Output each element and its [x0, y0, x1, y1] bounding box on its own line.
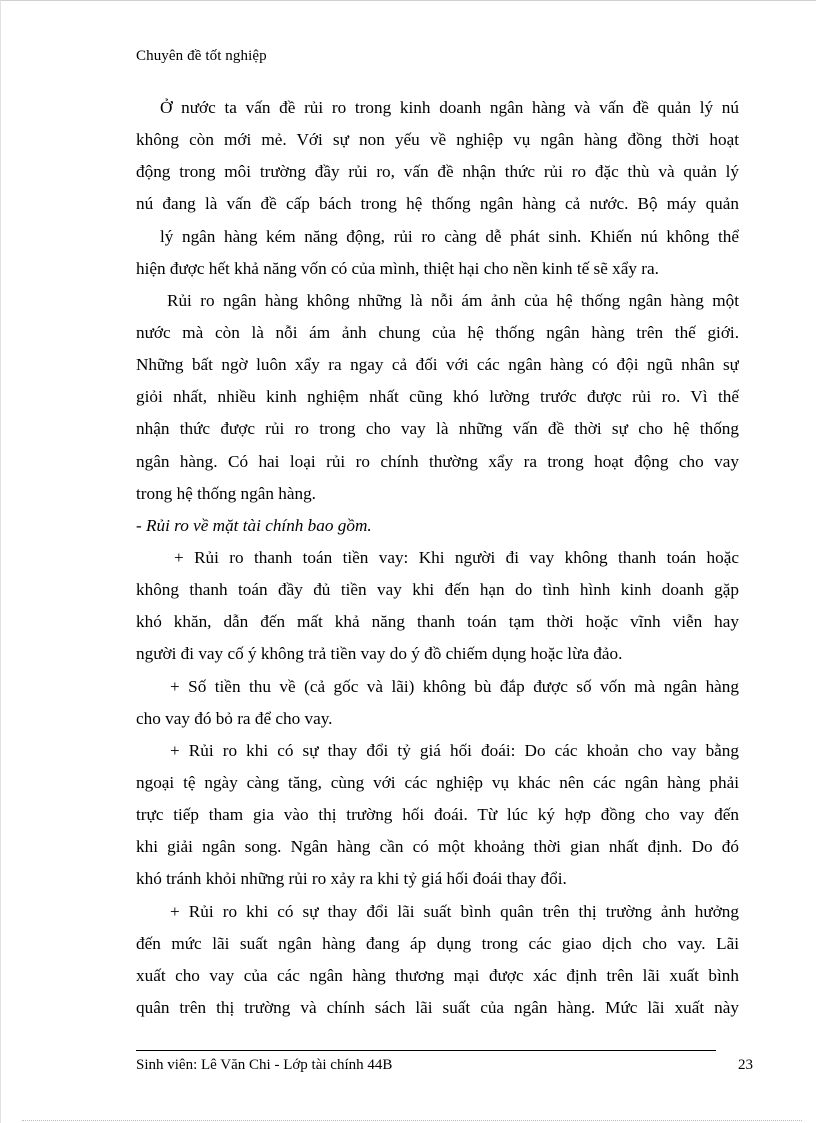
- paragraph-line: khó tránh khỏi những rủi ro xảy ra khi tỷ giá hối đoái thay đổi.: [136, 869, 567, 889]
- paragraph-line: không còn mới mẻ. Với sự non yếu về nghiệp vụ ngân hàng đồng thời hoạt: [136, 130, 739, 150]
- paragraph-line: ngoại tệ ngày càng tăng, cùng với các nghiệp vụ khác nên các ngân hàng phải: [136, 772, 739, 792]
- document-body: [136, 92, 739, 1024]
- section-subheading: - Rủi ro về mặt tài chính bao gồm.: [136, 515, 372, 535]
- paragraph-line: đến mức lãi suất ngân hàng đang áp dụng trong các giao dịch cho vay. Lãi: [136, 933, 739, 953]
- paragraph-line: động trong môi trường đầy rủi ro, vấn đề nhận thức rủi ro đặc thù và quản lý: [136, 162, 739, 182]
- paragraph-line: hiện được hết khả năng vốn có của mình, thiệt hại cho nền kinh tế sẽ xẩy ra.: [136, 258, 659, 278]
- paragraph-line: quân trên thị trường và chính sách lãi suất của ngân hàng. Mức lãi xuất này: [136, 997, 739, 1017]
- paragraph-line: không thanh toán đầy đủ tiền vay khi đến hạn do tình hình kinh doanh gặp: [136, 580, 739, 600]
- paragraph-line: giỏi nhất, nhiều kinh nghiệm nhất cũng khó lường trước được rủi ro. Vì thế: [136, 387, 739, 407]
- paragraph-line: cho vay đó bỏ ra để cho vay.: [136, 708, 333, 728]
- paragraph-line: + Rủi ro khi có sự thay đổi tỷ giá hối đoái: Do các khoản cho vay bằng: [170, 740, 739, 760]
- paragraph-line: lý ngân hàng kém năng động, rủi ro càng dễ phát sinh. Khiến nú không thể: [160, 226, 739, 246]
- paragraph-line: người đi vay cố ý không trả tiền vay do ý đồ chiếm dụng hoặc lừa đảo.: [136, 644, 623, 664]
- footer-divider: [136, 1050, 716, 1051]
- paragraph-line: nước mà còn là nỗi ám ảnh chung của hệ thống ngân hàng trên thế giới.: [136, 322, 739, 342]
- paragraph-line: nhận thức được rủi ro trong cho vay là những vấn đề thời sự cho hệ thống: [136, 419, 739, 439]
- paragraph-line: + Rủi ro thanh toán tiền vay: Khi người đi vay không thanh toán hoặc: [174, 547, 739, 567]
- paragraph-line: trong hệ thống ngân hàng.: [136, 483, 316, 503]
- paragraph-line: Ở nước ta vấn đề rủi ro trong kinh doanh ngân hàng và vấn đề quản lý nú: [160, 98, 739, 117]
- paragraph-line: xuất cho vay của các ngân hàng thương mại được xác định trên lãi xuất bình: [136, 965, 739, 985]
- paragraph-line: + Rủi ro khi có sự thay đổi lãi suất bình quân trên thị trường ảnh hưởng: [170, 901, 739, 921]
- paragraph-line: nú đang là vấn đề cấp bách trong hệ thống ngân hàng cả nước. Bộ máy quản: [136, 194, 739, 214]
- paragraph-line: Rủi ro ngân hàng không những là nỗi ám ảnh của hệ thống ngân hàng một: [167, 290, 739, 310]
- paragraph-line: + Số tiền thu về (cả gốc và lãi) không bù đắp được số vốn mà ngân hàng: [170, 676, 739, 696]
- page-bottom-dotted-edge: [22, 1120, 802, 1121]
- page-number: 23: [738, 1057, 753, 1073]
- page-header-title: Chuyên đề tốt nghiệp: [136, 48, 267, 64]
- paragraph-line: Những bất ngờ luôn xẩy ra ngay cả đối với các ngân hàng có đội ngũ nhân sự: [136, 355, 739, 375]
- paragraph-line: khi giải ngân song. Ngân hàng cần có một khoảng thời gian nhất định. Do đó: [136, 837, 739, 857]
- paragraph-line: ngân hàng. Có hai loại rủi ro chính thường xẩy ra trong hoạt động cho vay: [136, 451, 739, 471]
- paragraph-line: khó khăn, dẫn đến mất khả năng thanh toán tạm thời hoặc vĩnh viễn hay: [136, 612, 739, 632]
- footer-student-info: Sinh viên: Lê Văn Chi - Lớp tài chính 44B: [136, 1057, 393, 1073]
- paragraph-line: trực tiếp tham gia vào thị trường hối đoái. Từ lúc ký hợp đồng cho vay đến: [136, 805, 739, 825]
